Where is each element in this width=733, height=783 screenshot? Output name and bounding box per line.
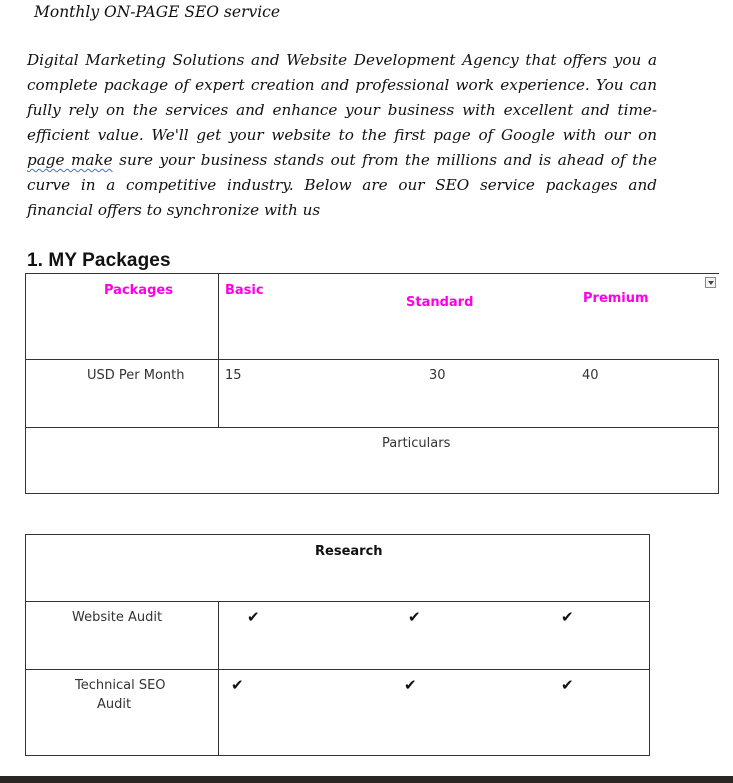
research-header-cell[interactable] — [26, 535, 650, 602]
price-standard-value: 30 — [429, 368, 446, 383]
price-basic-value: 15 — [225, 368, 242, 383]
research-table — [25, 534, 650, 756]
header-cell-plans[interactable] — [219, 274, 719, 360]
packages-table — [25, 273, 719, 494]
header-packages-label: Packages — [104, 283, 173, 298]
document-title: Monthly ON-PAGE SEO service — [34, 3, 281, 21]
website-audit-label: Website Audit — [72, 610, 163, 625]
intro-paragraph — [27, 48, 657, 223]
header-cell-packages[interactable] — [26, 274, 219, 360]
research-header-label: Research — [315, 544, 383, 559]
technical-seo-audit-basic-check-icon: ✔ — [231, 676, 244, 694]
price-label-cell[interactable] — [26, 360, 219, 428]
website-audit-label-cell[interactable] — [26, 602, 219, 670]
table-dropdown-chevron-down-icon[interactable] — [705, 277, 716, 288]
technical-seo-audit-label-line-1: Technical SEO — [75, 678, 166, 693]
price-values-cell[interactable] — [219, 360, 719, 428]
website-audit-standard-check-icon: ✔ — [408, 608, 421, 626]
intro-text-part-2: sure your business stands out from the millions and is ahead of the curve in a competitive industry. Below are our SEO service packages and financial offers to synchronize with us — [27, 151, 657, 219]
price-row-label: USD Per Month — [87, 368, 185, 383]
price-premium-value: 40 — [582, 368, 599, 383]
footer-bar — [0, 776, 733, 783]
section-heading-packages: 1. MY Packages — [27, 250, 171, 271]
header-standard-label: Standard — [406, 295, 474, 310]
particulars-cell[interactable] — [26, 428, 719, 494]
header-basic-label: Basic — [225, 283, 264, 298]
header-premium-label: Premium — [583, 291, 649, 306]
particulars-label: Particulars — [382, 436, 451, 451]
website-audit-checks-cell[interactable] — [219, 602, 650, 670]
technical-seo-audit-checks-cell[interactable] — [219, 670, 650, 756]
spellcheck-flagged-text[interactable]: page make — [27, 151, 113, 169]
website-audit-premium-check-icon: ✔ — [561, 608, 574, 626]
technical-seo-audit-premium-check-icon: ✔ — [561, 676, 574, 694]
technical-seo-audit-label-cell[interactable] — [26, 670, 219, 756]
website-audit-basic-check-icon: ✔ — [247, 608, 260, 626]
intro-text-part-1: Digital Marketing Solutions and Website Development Agency that offers you a complete package of expert creation and professional work experience. You can fully rely on the services and enhance your business with excellent and time-efficient value. We'll get your website to the first page of Google with our on — [27, 51, 657, 144]
technical-seo-audit-label-line-2: Audit — [97, 697, 132, 712]
technical-seo-audit-standard-check-icon: ✔ — [404, 676, 417, 694]
